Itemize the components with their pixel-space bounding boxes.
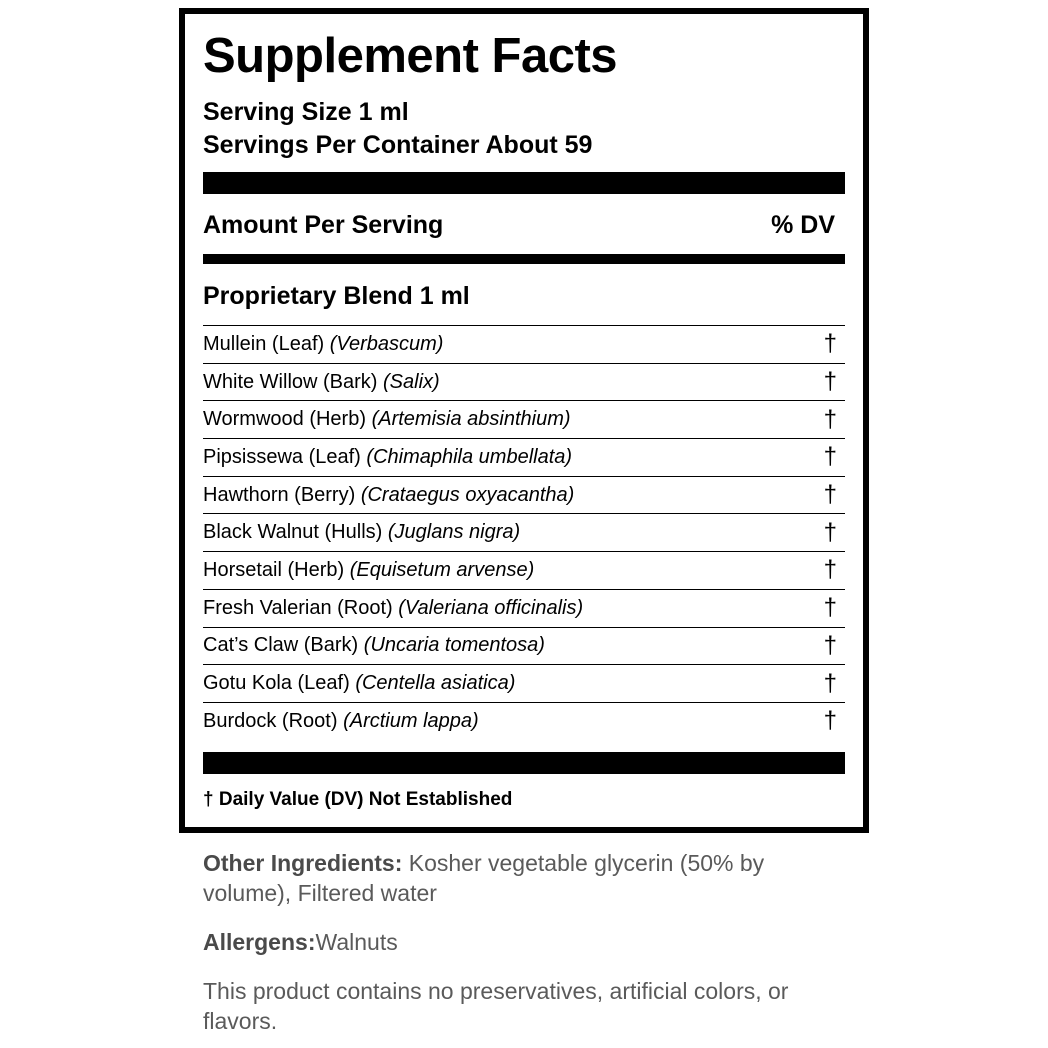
ingredient-row <box>203 401 845 439</box>
ingredient-name <box>203 484 574 507</box>
ingredient-common-name: Fresh Valerian (Root) <box>203 596 393 619</box>
other-ingredients <box>203 848 843 908</box>
ingredient-common-name: Black Walnut (Hulls) <box>203 521 383 544</box>
ingredient-row <box>203 552 845 590</box>
ingredient-latin-name: (Valeriana officinalis) <box>398 596 584 619</box>
label-title: Supplement Facts <box>203 29 618 83</box>
ingredient-name <box>203 408 571 431</box>
ingredient-dv: † <box>823 707 837 735</box>
ingredient-name <box>203 559 534 582</box>
allergens-label: Allergens: <box>203 929 316 955</box>
divider-thick-bottom <box>203 752 845 774</box>
ingredient-latin-name: (Arctium lappa) <box>343 709 479 732</box>
ingredient-dv: † <box>823 556 837 584</box>
amount-per-serving-label: Amount Per Serving <box>203 210 444 239</box>
other-ingredients-text: Kosher vegetable glycerin (50% by volume), Filtered water <box>203 850 765 906</box>
ingredient-common-name: Horsetail (Herb) <box>203 558 345 581</box>
ingredient-latin-name: (Chimaphila umbellata) <box>366 445 573 468</box>
ingredient-name <box>203 521 520 544</box>
ingredient-common-name: Gotu Kola (Leaf) <box>203 672 350 695</box>
ingredient-row <box>203 439 845 477</box>
ingredient-row <box>203 703 845 740</box>
ingredient-dv: † <box>823 631 837 659</box>
ingredient-dv: † <box>823 405 837 433</box>
ingredient-common-name: White Willow (Bark) <box>203 370 378 393</box>
allergens-text: Walnuts <box>315 929 398 955</box>
ingredient-dv: † <box>823 594 837 622</box>
blend-title: Proprietary Blend 1 ml <box>203 282 470 310</box>
supplement-facts-panel <box>179 8 869 833</box>
ingredient-dv: † <box>823 330 837 358</box>
ingredient-name <box>203 371 440 394</box>
ingredient-latin-name: (Equisetum arvense) <box>349 558 535 581</box>
divider-thick-top <box>203 172 845 194</box>
ingredient-common-name: Burdock (Root) <box>203 709 338 732</box>
ingredient-dv: † <box>823 669 837 697</box>
ingredient-latin-name: (Juglans nigra) <box>387 521 521 544</box>
ingredient-name <box>203 634 545 657</box>
ingredient-latin-name: (Uncaria tomentosa) <box>363 634 545 657</box>
ingredient-name <box>203 710 479 733</box>
ingredient-common-name: Mullein (Leaf) <box>203 332 325 355</box>
ingredient-dv: † <box>823 481 837 509</box>
ingredient-name <box>203 446 572 469</box>
ingredient-dv: † <box>823 518 837 546</box>
other-ingredients-label: Other Ingredients: <box>203 850 403 876</box>
ingredient-name <box>203 672 515 695</box>
ingredient-latin-name: (Artemisia absinthium) <box>371 408 571 431</box>
ingredient-row <box>203 665 845 703</box>
ingredient-name <box>203 597 583 620</box>
ingredient-row <box>203 514 845 552</box>
ingredient-row <box>203 590 845 628</box>
ingredient-common-name: Cat’s Claw (Bark) <box>203 634 359 657</box>
allergens <box>203 927 843 957</box>
ingredient-name <box>203 333 443 356</box>
ingredient-row <box>203 628 845 666</box>
ingredient-latin-name: (Crataegus oxyacantha) <box>360 483 575 506</box>
dv-header: % DV <box>771 210 835 239</box>
ingredient-common-name: Wormwood (Herb) <box>203 408 366 431</box>
ingredient-row <box>203 364 845 402</box>
ingredient-list <box>203 325 845 740</box>
disclaimer-text: This product contains no preservatives, artificial colors, or flavors. <box>203 978 789 1034</box>
divider-medium <box>203 254 845 264</box>
ingredient-dv: † <box>823 368 837 396</box>
supplement-facts-content <box>203 14 845 827</box>
ingredient-common-name: Hawthorn (Berry) <box>203 483 356 506</box>
ingredient-row <box>203 326 845 364</box>
serving-size: Serving Size 1 ml <box>203 98 409 126</box>
ingredient-latin-name: (Centella asiatica) <box>355 672 516 695</box>
ingredient-row <box>203 477 845 515</box>
ingredient-latin-name: (Salix) <box>383 370 440 393</box>
amount-header-row <box>203 208 835 242</box>
ingredient-latin-name: (Verbascum) <box>329 332 444 355</box>
ingredient-common-name: Pipsissewa (Leaf) <box>203 445 361 468</box>
servings-per-container: Servings Per Container About 59 <box>203 131 593 159</box>
ingredient-dv: † <box>823 443 837 471</box>
dv-footnote: † Daily Value (DV) Not Established <box>203 789 513 810</box>
